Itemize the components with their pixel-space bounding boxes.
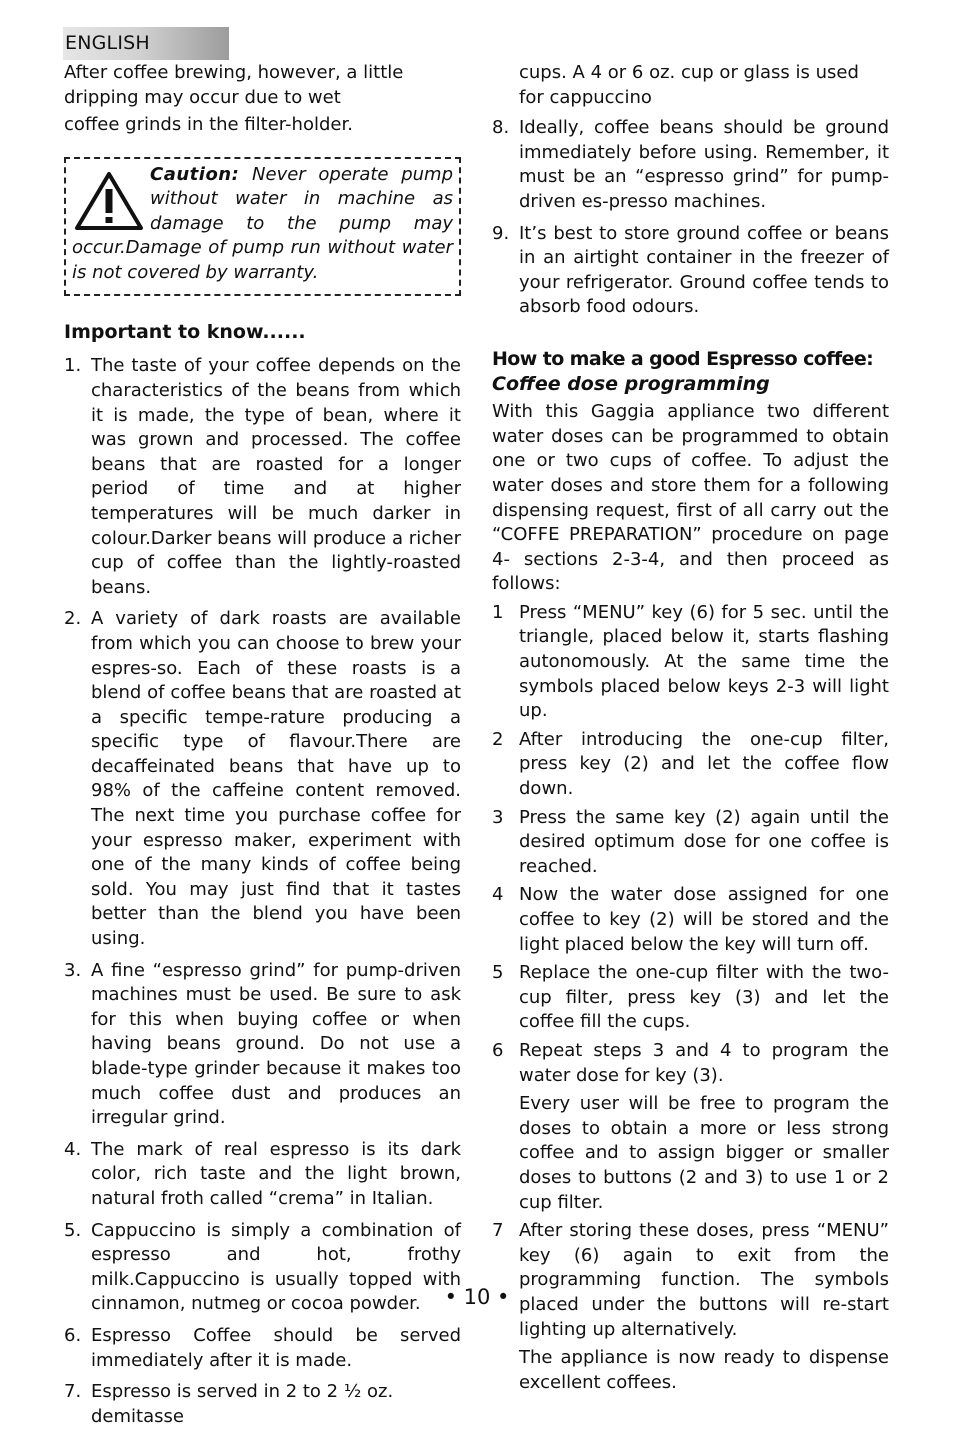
list-item: 3. A fine “espresso grind” for pump-driven machines must be used. Be sure to ask for this when buying coffee or when having beans ground. Do not use a blade-type grinder because it makes too much coffee dust and produces an irregular grind. [64,959,461,1129]
list-item: 4 Now the water dose assigned for one coffee to key (2) will be stored and the light placed below the key will turn off. [492,884,889,955]
intro-line-2: coffee grinds in the filter-holder. [64,114,353,136]
programming-steps [492,601,889,1395]
list-item: 1 Press “MENU” key (6) for 5 sec. until the triangle, placed below it, starts flashing autonomously. At the same time the symbols placed below keys 2-3 will light up. [492,601,889,722]
caution-text: Never operate pump without water in machine as damage to the pump may occur.Damage of pump run without water is not covered by warranty. [72,163,453,283]
step-6-note: Every user will be free to program the doses to obtain a more or less strong coffee and to assign bigger or smaller doses to buttons (2 and 3) to use 1 or 2 cup filter. [519,1093,889,1213]
important-list-continued [492,116,889,320]
list-item: 6. Espresso Coffee should be served immediately after it is made. [64,1324,461,1371]
list-item: 3 Press the same key (2) again until the desired optimum dose for one coffee is reached. [492,806,889,877]
right-column [492,61,889,1399]
intro-paragraph [64,61,461,138]
list-item: 8. Ideally, coffee beans should be ground immediately before using. Remember, it must be an “espresso grind” for pump-driven es-presso machines. [492,117,889,212]
warning-triangle-icon [74,171,144,231]
caution-label: Caution: [150,163,240,185]
important-list [64,354,461,1429]
espresso-heading: How to make a good Espresso coffee: [492,347,874,370]
list-item: 7. Espresso is served in 2 to 2 ½ oz. demitasse [64,1381,394,1427]
caution-box [64,157,461,296]
left-column [64,61,461,1436]
list-item: 5. Cappuccino is simply a combination of espresso and hot, frothy milk.Cappuccino is usually topped with cinnamon, nutmeg or cocoa powder. [64,1219,461,1315]
intro-line-1: After coffee brewing, however, a little dripping may occur due to wet [64,62,404,108]
list-item: 2 After introducing the one-cup filter, press key (2) and let the coffee flow down. [492,728,889,800]
list-item: 6 Repeat steps 3 and 4 to program the water dose for key (3). Every user will be free to program the doses to obtain a more or less strong coffee and to assign bigger or smaller doses to buttons (2 and 3) to use 1 or 2 cup filter. [492,1039,889,1215]
page-number: • 10 • [444,1285,510,1309]
language-tab: ENGLISH [63,27,229,60]
dose-programming-subheading: Coffee dose programming [492,372,770,395]
important-heading: Important to know...... [64,320,306,343]
list-item: 4. The mark of real espresso is its dark color, rich taste and the light brown, natural froth called “crema” in Italian. [64,1138,461,1209]
list-item-7-continued: cups. A 4 or 6 oz. cup or glass is used for cappuccino [519,62,859,108]
list-item: 9. It’s best to store ground coffee or beans in an airtight container in the freezer of your refrigerator. Ground coffee tends to absorb food odours. [492,222,889,318]
list-item: 2. A variety of dark roasts are available from which you can choose to brew your espres-so. Each of these roasts is a blend of coffee beans that are roasted at a specific tempe-rature producing a specific type of flavour.There are decaffeinated beans that have up to 98% of the caffeine content removed. The next time you purchase coffee for your espresso maker, experiment with one of the many kinds of coffee being sold. You may just find that it tastes better than the blend you have been using. [64,608,461,950]
list-item: 5 Replace the one-cup filter with the two-cup filter, press key (3) and let the coffee fill the cups. [492,962,889,1033]
espresso-intro: With this Gaggia appliance two different water doses can be programmed to obtain one or two cups of coffee. To adjust the water doses and store them for a following dispensing request, first of all carry out the “COFFE PREPARATION” procedure on page 4- sections 2-3-4, and then proceed as follows: [492,401,889,595]
step-7-note: The appliance is now ready to dispense excellent coffees. [519,1347,889,1393]
list-item: 1. The taste of your coffee depends on the characteristics of the beans from which it is made, the type of bean, where it was grown and processed. The coffee beans that are roasted for a longer period of time and at higher temperatures will be much darker in colour.Darker beans will produce a richer cup of coffee than the lightly-roasted beans. [64,355,461,598]
list-item: 7 After storing these doses, press “MENU” key (6) again to exit from the programming function. The symbols placed under the buttons will re-start lighting up alternatively. The appliance is now ready to dispense excellent coffees. [492,1219,889,1395]
